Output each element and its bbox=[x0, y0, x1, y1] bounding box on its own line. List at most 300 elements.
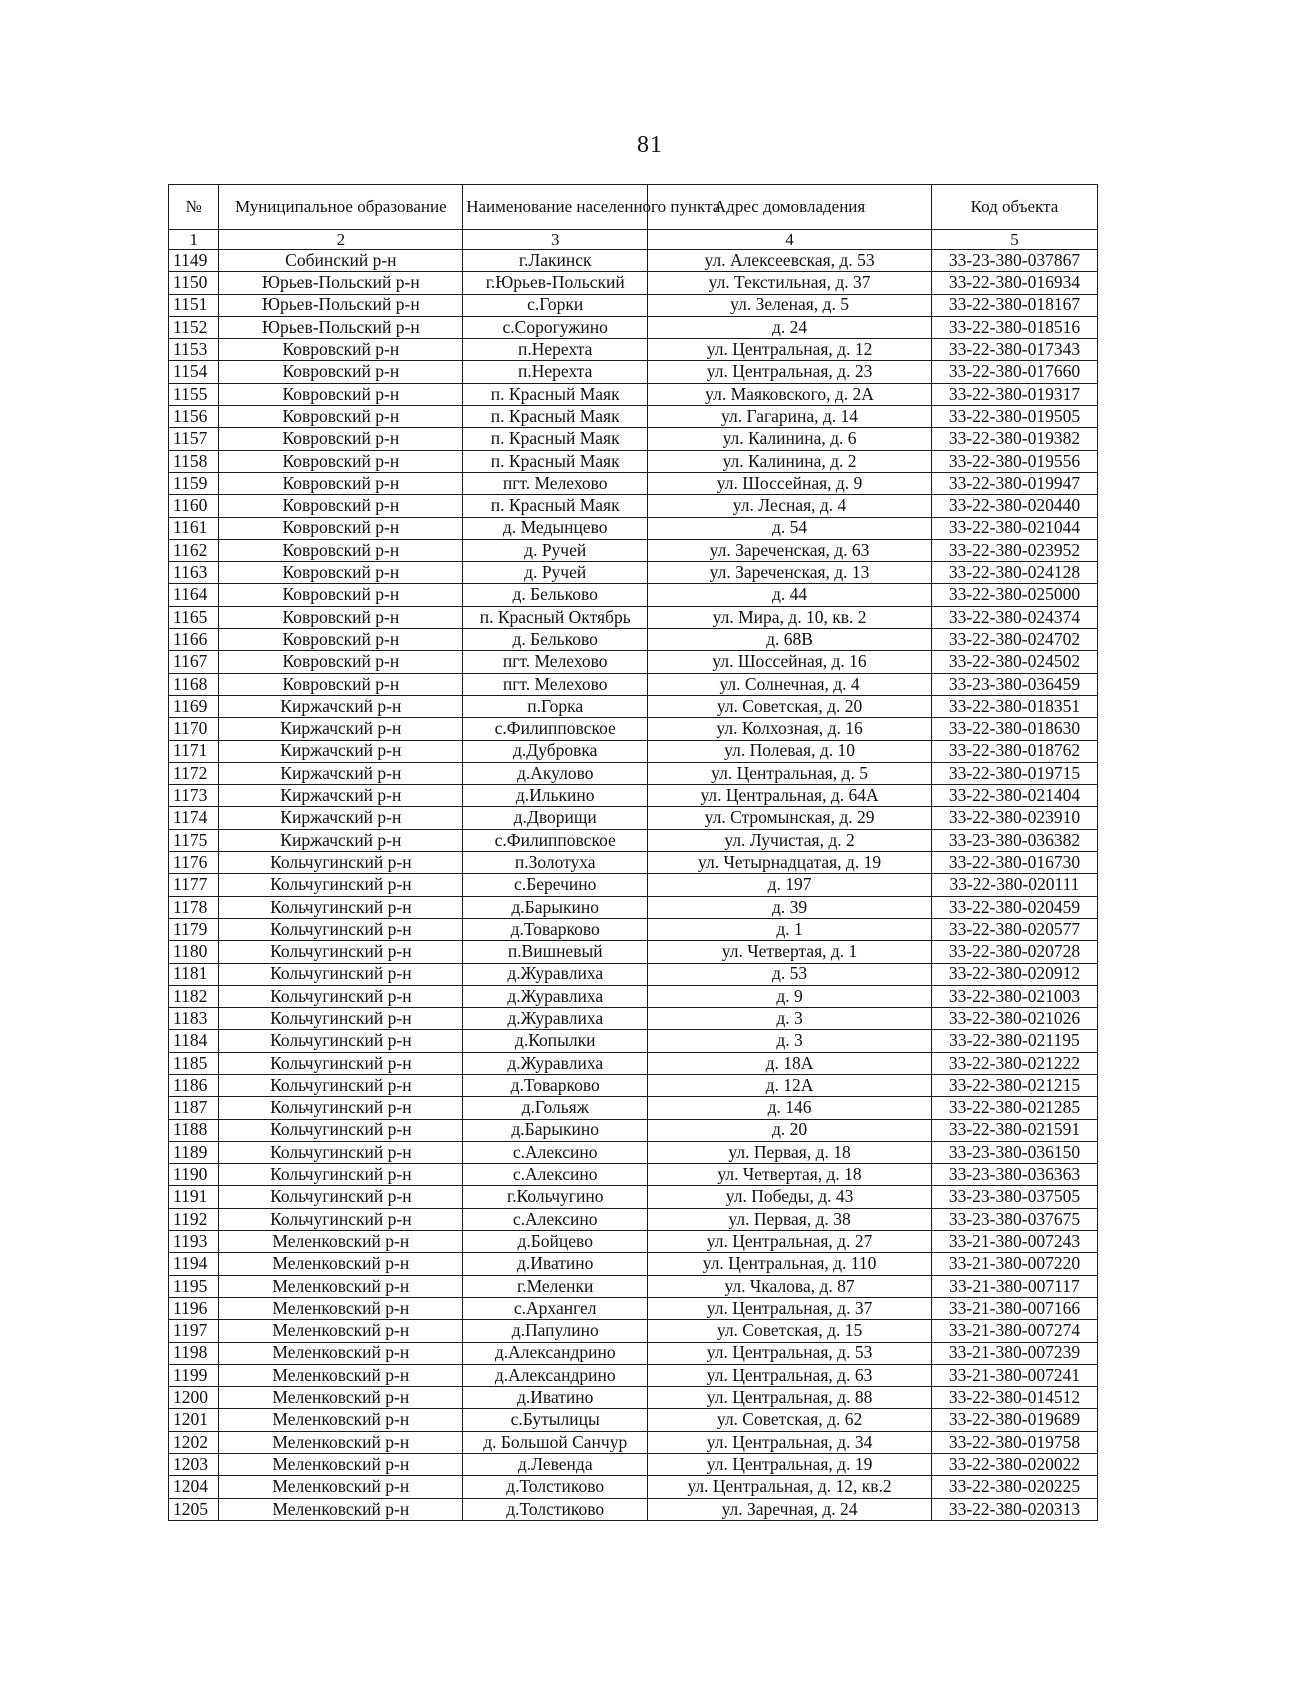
household-registry-table bbox=[168, 184, 1098, 1521]
object-code-cell: 33-23-380-037675 bbox=[931, 1208, 1097, 1230]
municipality-cell: Меленковский р-н bbox=[219, 1498, 463, 1520]
settlement-cell: г.Лакинск bbox=[463, 250, 648, 272]
municipality-cell: Меленковский р-н bbox=[219, 1454, 463, 1476]
object-code-cell: 33-22-380-020728 bbox=[931, 941, 1097, 963]
table-row bbox=[169, 1275, 1098, 1297]
table-row bbox=[169, 539, 1098, 561]
settlement-cell: д. Ручей bbox=[463, 539, 648, 561]
settlement-cell: п.Золотуха bbox=[463, 852, 648, 874]
settlement-cell: д.Товарково bbox=[463, 918, 648, 940]
page-number: 81 bbox=[637, 132, 663, 158]
settlement-cell: д. Медынцево bbox=[463, 517, 648, 539]
address-cell: ул. Шоссейная, д. 9 bbox=[648, 472, 932, 494]
row-number: 1189 bbox=[169, 1141, 219, 1163]
municipality-cell: Киржачский р-н bbox=[219, 718, 463, 740]
municipality-cell: Ковровский р-н bbox=[219, 361, 463, 383]
municipality-cell: Ковровский р-н bbox=[219, 339, 463, 361]
table-row bbox=[169, 472, 1098, 494]
object-code-cell: 33-22-380-020313 bbox=[931, 1498, 1097, 1520]
object-code-cell: 33-22-380-023910 bbox=[931, 807, 1097, 829]
object-code-cell: 33-22-380-020022 bbox=[931, 1454, 1097, 1476]
address-cell: ул. Центральная, д. 110 bbox=[648, 1253, 932, 1275]
municipality-cell: Кольчугинский р-н bbox=[219, 1119, 463, 1141]
row-number: 1184 bbox=[169, 1030, 219, 1052]
header-object-code: Код объекта bbox=[931, 185, 1097, 230]
table-row bbox=[169, 651, 1098, 673]
table-row bbox=[169, 584, 1098, 606]
settlement-cell: д.Левенда bbox=[463, 1454, 648, 1476]
table-row bbox=[169, 785, 1098, 807]
address-cell: ул. Центральная, д. 12 bbox=[648, 339, 932, 361]
row-number: 1154 bbox=[169, 361, 219, 383]
settlement-cell: д.Иватино bbox=[463, 1387, 648, 1409]
object-code-cell: 33-22-380-020440 bbox=[931, 495, 1097, 517]
address-cell: д. 20 bbox=[648, 1119, 932, 1141]
object-code-cell: 33-23-380-037505 bbox=[931, 1186, 1097, 1208]
table-row bbox=[169, 562, 1098, 584]
object-code-cell: 33-22-380-021026 bbox=[931, 1008, 1097, 1030]
municipality-cell: Ковровский р-н bbox=[219, 472, 463, 494]
address-cell: ул. Алексеевская, д. 53 bbox=[648, 250, 932, 272]
row-number: 1170 bbox=[169, 718, 219, 740]
settlement-cell: д.Барыкино bbox=[463, 896, 648, 918]
settlement-cell: с.Алексино bbox=[463, 1141, 648, 1163]
settlement-cell: пгт. Мелехово bbox=[463, 651, 648, 673]
municipality-cell: Ковровский р-н bbox=[219, 584, 463, 606]
row-number: 1156 bbox=[169, 406, 219, 428]
settlement-cell: п. Красный Октябрь bbox=[463, 606, 648, 628]
table-row bbox=[169, 673, 1098, 695]
row-number: 1200 bbox=[169, 1387, 219, 1409]
table-row bbox=[169, 1431, 1098, 1453]
address-cell: д. 12А bbox=[648, 1074, 932, 1096]
column-number-row bbox=[169, 230, 1098, 250]
settlement-cell: д.Копылки bbox=[463, 1030, 648, 1052]
object-code-cell: 33-22-380-021285 bbox=[931, 1097, 1097, 1119]
address-cell: д. 18А bbox=[648, 1052, 932, 1074]
address-cell: д. 44 bbox=[648, 584, 932, 606]
municipality-cell: Кольчугинский р-н bbox=[219, 1097, 463, 1119]
object-code-cell: 33-22-380-019758 bbox=[931, 1431, 1097, 1453]
municipality-cell: Киржачский р-н bbox=[219, 762, 463, 784]
municipality-cell: Собинский р-н bbox=[219, 250, 463, 272]
settlement-cell: п.Вишневый bbox=[463, 941, 648, 963]
municipality-cell: Кольчугинский р-н bbox=[219, 1164, 463, 1186]
object-code-cell: 33-21-380-007166 bbox=[931, 1297, 1097, 1319]
settlement-cell: д.Журавлиха bbox=[463, 1052, 648, 1074]
settlement-cell: д.Дубровка bbox=[463, 740, 648, 762]
table-row bbox=[169, 606, 1098, 628]
object-code-cell: 33-22-380-019505 bbox=[931, 406, 1097, 428]
row-number: 1176 bbox=[169, 852, 219, 874]
settlement-cell: д. Бельково bbox=[463, 629, 648, 651]
table-row bbox=[169, 629, 1098, 651]
object-code-cell: 33-21-380-007220 bbox=[931, 1253, 1097, 1275]
address-cell: д. 3 bbox=[648, 1030, 932, 1052]
settlement-cell: д.Бойцево bbox=[463, 1231, 648, 1253]
settlement-cell: д.Журавлиха bbox=[463, 963, 648, 985]
row-number: 1152 bbox=[169, 316, 219, 338]
table-row bbox=[169, 874, 1098, 896]
row-number: 1190 bbox=[169, 1164, 219, 1186]
object-code-cell: 33-21-380-007117 bbox=[931, 1275, 1097, 1297]
table-row bbox=[169, 1498, 1098, 1520]
settlement-cell: с.Алексино bbox=[463, 1208, 648, 1230]
table-row bbox=[169, 695, 1098, 717]
address-cell: д. 3 bbox=[648, 1008, 932, 1030]
row-number: 1185 bbox=[169, 1052, 219, 1074]
address-cell: ул. Советская, д. 15 bbox=[648, 1320, 932, 1342]
address-cell: ул. Колхозная, д. 16 bbox=[648, 718, 932, 740]
settlement-cell: п.Нерехта bbox=[463, 339, 648, 361]
object-code-cell: 33-22-380-024502 bbox=[931, 651, 1097, 673]
address-cell: ул. Центральная, д. 19 bbox=[648, 1454, 932, 1476]
settlement-cell: д.Александрино bbox=[463, 1364, 648, 1386]
row-number: 1178 bbox=[169, 896, 219, 918]
table-row bbox=[169, 272, 1098, 294]
address-cell: ул. Победы, д. 43 bbox=[648, 1186, 932, 1208]
municipality-cell: Меленковский р-н bbox=[219, 1231, 463, 1253]
row-number: 1205 bbox=[169, 1498, 219, 1520]
object-code-cell: 33-22-380-020111 bbox=[931, 874, 1097, 896]
address-cell: ул. Зеленая, д. 5 bbox=[648, 294, 932, 316]
municipality-cell: Кольчугинский р-н bbox=[219, 1074, 463, 1096]
municipality-cell: Ковровский р-н bbox=[219, 539, 463, 561]
municipality-cell: Киржачский р-н bbox=[219, 785, 463, 807]
settlement-cell: д.Барыкино bbox=[463, 1119, 648, 1141]
municipality-cell: Ковровский р-н bbox=[219, 562, 463, 584]
object-code-cell: 33-22-380-019947 bbox=[931, 472, 1097, 494]
address-cell: ул. Заречная, д. 24 bbox=[648, 1498, 932, 1520]
municipality-cell: Кольчугинский р-н bbox=[219, 1141, 463, 1163]
object-code-cell: 33-22-380-021003 bbox=[931, 985, 1097, 1007]
municipality-cell: Ковровский р-н bbox=[219, 517, 463, 539]
municipality-cell: Кольчугинский р-н bbox=[219, 941, 463, 963]
object-code-cell: 33-22-380-019715 bbox=[931, 762, 1097, 784]
address-cell: д. 146 bbox=[648, 1097, 932, 1119]
table-row bbox=[169, 1476, 1098, 1498]
table-row bbox=[169, 1164, 1098, 1186]
table-row bbox=[169, 941, 1098, 963]
address-cell: д. 9 bbox=[648, 985, 932, 1007]
object-code-cell: 33-22-380-021195 bbox=[931, 1030, 1097, 1052]
settlement-cell: п. Красный Маяк bbox=[463, 495, 648, 517]
municipality-cell: Кольчугинский р-н bbox=[219, 1208, 463, 1230]
header-settlement: Наименование населенного пункта bbox=[463, 185, 648, 230]
address-cell: ул. Гагарина, д. 14 bbox=[648, 406, 932, 428]
municipality-cell: Кольчугинский р-н bbox=[219, 918, 463, 940]
address-cell: ул. Центральная, д. 34 bbox=[648, 1431, 932, 1453]
row-number: 1155 bbox=[169, 383, 219, 405]
row-number: 1166 bbox=[169, 629, 219, 651]
municipality-cell: Ковровский р-н bbox=[219, 450, 463, 472]
row-number: 1191 bbox=[169, 1186, 219, 1208]
address-cell: ул. Мира, д. 10, кв. 2 bbox=[648, 606, 932, 628]
municipality-cell: Меленковский р-н bbox=[219, 1342, 463, 1364]
settlement-cell: г.Кольчугино bbox=[463, 1186, 648, 1208]
municipality-cell: Кольчугинский р-н bbox=[219, 985, 463, 1007]
municipality-cell: Кольчугинский р-н bbox=[219, 963, 463, 985]
municipality-cell: Ковровский р-н bbox=[219, 428, 463, 450]
settlement-cell: д.Акулово bbox=[463, 762, 648, 784]
settlement-cell: д.Толстиково bbox=[463, 1476, 648, 1498]
table-body bbox=[169, 250, 1098, 1521]
address-cell: ул. Центральная, д. 63 bbox=[648, 1364, 932, 1386]
settlement-cell: д.Папулино bbox=[463, 1320, 648, 1342]
table-row bbox=[169, 361, 1098, 383]
settlement-cell: пгт. Мелехово bbox=[463, 472, 648, 494]
settlement-cell: г.Юрьев-Польский bbox=[463, 272, 648, 294]
address-cell: д. 39 bbox=[648, 896, 932, 918]
row-number: 1165 bbox=[169, 606, 219, 628]
table-row bbox=[169, 1141, 1098, 1163]
table-row bbox=[169, 829, 1098, 851]
row-number: 1161 bbox=[169, 517, 219, 539]
object-code-cell: 33-22-380-018351 bbox=[931, 695, 1097, 717]
table-row bbox=[169, 1097, 1098, 1119]
object-code-cell: 33-21-380-007243 bbox=[931, 1231, 1097, 1253]
settlement-cell: д.Журавлиха bbox=[463, 985, 648, 1007]
header-address: Адрес домовладения bbox=[648, 185, 932, 230]
row-number: 1175 bbox=[169, 829, 219, 851]
municipality-cell: Юрьев-Польский р-н bbox=[219, 294, 463, 316]
municipality-cell: Кольчугинский р-н bbox=[219, 874, 463, 896]
municipality-cell: Кольчугинский р-н bbox=[219, 852, 463, 874]
object-code-cell: 33-22-380-014512 bbox=[931, 1387, 1097, 1409]
settlement-cell: с.Архангел bbox=[463, 1297, 648, 1319]
object-code-cell: 33-22-380-016934 bbox=[931, 272, 1097, 294]
address-cell: ул. Солнечная, д. 4 bbox=[648, 673, 932, 695]
object-code-cell: 33-23-380-036459 bbox=[931, 673, 1097, 695]
table-row bbox=[169, 450, 1098, 472]
table-row bbox=[169, 1008, 1098, 1030]
municipality-cell: Киржачский р-н bbox=[219, 740, 463, 762]
address-cell: ул. Лесная, д. 4 bbox=[648, 495, 932, 517]
settlement-cell: п.Нерехта bbox=[463, 361, 648, 383]
address-cell: ул. Стромынская, д. 29 bbox=[648, 807, 932, 829]
municipality-cell: Ковровский р-н bbox=[219, 406, 463, 428]
row-number: 1164 bbox=[169, 584, 219, 606]
municipality-cell: Ковровский р-н bbox=[219, 606, 463, 628]
settlement-cell: с.Горки bbox=[463, 294, 648, 316]
municipality-cell: Меленковский р-н bbox=[219, 1253, 463, 1275]
object-code-cell: 33-22-380-018516 bbox=[931, 316, 1097, 338]
row-number: 1160 bbox=[169, 495, 219, 517]
municipality-cell: Кольчугинский р-н bbox=[219, 1008, 463, 1030]
table-row bbox=[169, 852, 1098, 874]
row-number: 1194 bbox=[169, 1253, 219, 1275]
municipality-cell: Ковровский р-н bbox=[219, 673, 463, 695]
municipality-cell: Ковровский р-н bbox=[219, 651, 463, 673]
table-row bbox=[169, 1030, 1098, 1052]
table-row bbox=[169, 406, 1098, 428]
settlement-cell: д.Товарково bbox=[463, 1074, 648, 1096]
row-number: 1188 bbox=[169, 1119, 219, 1141]
municipality-cell: Киржачский р-н bbox=[219, 695, 463, 717]
row-number: 1159 bbox=[169, 472, 219, 494]
settlement-cell: с.Алексино bbox=[463, 1164, 648, 1186]
settlement-cell: с.Бутылицы bbox=[463, 1409, 648, 1431]
object-code-cell: 33-21-380-007274 bbox=[931, 1320, 1097, 1342]
address-cell: ул. Полевая, д. 10 bbox=[648, 740, 932, 762]
row-number: 1186 bbox=[169, 1074, 219, 1096]
row-number: 1198 bbox=[169, 1342, 219, 1364]
municipality-cell: Меленковский р-н bbox=[219, 1297, 463, 1319]
address-cell: ул. Центральная, д. 37 bbox=[648, 1297, 932, 1319]
row-number: 1197 bbox=[169, 1320, 219, 1342]
address-cell: ул. Первая, д. 38 bbox=[648, 1208, 932, 1230]
address-cell: ул. Центральная, д. 27 bbox=[648, 1231, 932, 1253]
column-number: 2 bbox=[219, 230, 463, 250]
table-row bbox=[169, 1231, 1098, 1253]
object-code-cell: 33-22-380-021591 bbox=[931, 1119, 1097, 1141]
settlement-cell: д.Толстиково bbox=[463, 1498, 648, 1520]
object-code-cell: 33-22-380-018167 bbox=[931, 294, 1097, 316]
object-code-cell: 33-21-380-007241 bbox=[931, 1364, 1097, 1386]
object-code-cell: 33-22-380-021222 bbox=[931, 1052, 1097, 1074]
object-code-cell: 33-22-380-019556 bbox=[931, 450, 1097, 472]
table-row bbox=[169, 1409, 1098, 1431]
table-row bbox=[169, 383, 1098, 405]
row-number: 1151 bbox=[169, 294, 219, 316]
municipality-cell: Кольчугинский р-н bbox=[219, 1052, 463, 1074]
object-code-cell: 33-22-380-023952 bbox=[931, 539, 1097, 561]
object-code-cell: 33-22-380-017343 bbox=[931, 339, 1097, 361]
table-row bbox=[169, 1320, 1098, 1342]
table-row bbox=[169, 762, 1098, 784]
settlement-cell: д. Ручей bbox=[463, 562, 648, 584]
address-cell: д. 68В bbox=[648, 629, 932, 651]
row-number: 1192 bbox=[169, 1208, 219, 1230]
table-row bbox=[169, 1074, 1098, 1096]
object-code-cell: 33-22-380-024702 bbox=[931, 629, 1097, 651]
row-number: 1157 bbox=[169, 428, 219, 450]
address-cell: ул. Центральная, д. 64А bbox=[648, 785, 932, 807]
municipality-cell: Юрьев-Польский р-н bbox=[219, 316, 463, 338]
object-code-cell: 33-22-380-019689 bbox=[931, 1409, 1097, 1431]
table-header-row bbox=[169, 185, 1098, 230]
address-cell: ул. Лучистая, д. 2 bbox=[648, 829, 932, 851]
address-cell: ул. Советская, д. 62 bbox=[648, 1409, 932, 1431]
table-row bbox=[169, 1119, 1098, 1141]
municipality-cell: Киржачский р-н bbox=[219, 829, 463, 851]
address-cell: д. 24 bbox=[648, 316, 932, 338]
table-row bbox=[169, 294, 1098, 316]
object-code-cell: 33-22-380-021215 bbox=[931, 1074, 1097, 1096]
address-cell: д. 1 bbox=[648, 918, 932, 940]
municipality-cell: Ковровский р-н bbox=[219, 629, 463, 651]
settlement-cell: п. Красный Маяк bbox=[463, 428, 648, 450]
address-cell: ул. Зареченская, д. 13 bbox=[648, 562, 932, 584]
object-code-cell: 33-22-380-021044 bbox=[931, 517, 1097, 539]
municipality-cell: Кольчугинский р-н bbox=[219, 1186, 463, 1208]
header-number: № bbox=[169, 185, 219, 230]
table-row bbox=[169, 1208, 1098, 1230]
address-cell: ул. Центральная, д. 5 bbox=[648, 762, 932, 784]
address-cell: ул. Первая, д. 18 bbox=[648, 1141, 932, 1163]
table-row bbox=[169, 1387, 1098, 1409]
column-number: 5 bbox=[931, 230, 1097, 250]
object-code-cell: 33-22-380-025000 bbox=[931, 584, 1097, 606]
settlement-cell: с.Филипповское bbox=[463, 829, 648, 851]
address-cell: д. 53 bbox=[648, 963, 932, 985]
address-cell: ул. Шоссейная, д. 16 bbox=[648, 651, 932, 673]
address-cell: ул. Центральная, д. 12, кв.2 bbox=[648, 1476, 932, 1498]
row-number: 1202 bbox=[169, 1431, 219, 1453]
object-code-cell: 33-22-380-016730 bbox=[931, 852, 1097, 874]
table-row bbox=[169, 1052, 1098, 1074]
table-row bbox=[169, 1342, 1098, 1364]
settlement-cell: п. Красный Маяк bbox=[463, 406, 648, 428]
header-municipality: Муниципальное образование bbox=[219, 185, 463, 230]
address-cell: ул. Чкалова, д. 87 bbox=[648, 1275, 932, 1297]
address-cell: ул. Центральная, д. 53 bbox=[648, 1342, 932, 1364]
municipality-cell: Меленковский р-н bbox=[219, 1431, 463, 1453]
settlement-cell: д. Большой Санчур bbox=[463, 1431, 648, 1453]
row-number: 1183 bbox=[169, 1008, 219, 1030]
object-code-cell: 33-22-380-020459 bbox=[931, 896, 1097, 918]
object-code-cell: 33-22-380-020225 bbox=[931, 1476, 1097, 1498]
column-number: 4 bbox=[648, 230, 932, 250]
settlement-cell: с.Беречино bbox=[463, 874, 648, 896]
table-row bbox=[169, 1186, 1098, 1208]
row-number: 1182 bbox=[169, 985, 219, 1007]
settlement-cell: д. Бельково bbox=[463, 584, 648, 606]
object-code-cell: 33-23-380-036382 bbox=[931, 829, 1097, 851]
row-number: 1180 bbox=[169, 941, 219, 963]
object-code-cell: 33-22-380-021404 bbox=[931, 785, 1097, 807]
row-number: 1168 bbox=[169, 673, 219, 695]
object-code-cell: 33-22-380-019382 bbox=[931, 428, 1097, 450]
row-number: 1179 bbox=[169, 918, 219, 940]
row-number: 1199 bbox=[169, 1364, 219, 1386]
municipality-cell: Меленковский р-н bbox=[219, 1320, 463, 1342]
settlement-cell: с.Филипповское bbox=[463, 718, 648, 740]
table-row bbox=[169, 495, 1098, 517]
column-number: 1 bbox=[169, 230, 219, 250]
row-number: 1169 bbox=[169, 695, 219, 717]
object-code-cell: 33-22-380-020577 bbox=[931, 918, 1097, 940]
row-number: 1187 bbox=[169, 1097, 219, 1119]
column-number: 3 bbox=[463, 230, 648, 250]
address-cell: ул. Маяковского, д. 2А bbox=[648, 383, 932, 405]
object-code-cell: 33-23-380-037867 bbox=[931, 250, 1097, 272]
settlement-cell: д.Иватино bbox=[463, 1253, 648, 1275]
municipality-cell: Киржачский р-н bbox=[219, 807, 463, 829]
settlement-cell: п.Горка bbox=[463, 695, 648, 717]
address-cell: ул. Советская, д. 20 bbox=[648, 695, 932, 717]
row-number: 1181 bbox=[169, 963, 219, 985]
table-row bbox=[169, 896, 1098, 918]
table-row bbox=[169, 963, 1098, 985]
municipality-cell: Ковровский р-н bbox=[219, 495, 463, 517]
address-cell: ул. Четвертая, д. 18 bbox=[648, 1164, 932, 1186]
table-row bbox=[169, 428, 1098, 450]
municipality-cell: Меленковский р-н bbox=[219, 1364, 463, 1386]
table-row bbox=[169, 517, 1098, 539]
table-row bbox=[169, 740, 1098, 762]
table-row bbox=[169, 1364, 1098, 1386]
object-code-cell: 33-22-380-024128 bbox=[931, 562, 1097, 584]
row-number: 1167 bbox=[169, 651, 219, 673]
address-cell: ул. Центральная, д. 23 bbox=[648, 361, 932, 383]
object-code-cell: 33-22-380-020912 bbox=[931, 963, 1097, 985]
row-number: 1201 bbox=[169, 1409, 219, 1431]
object-code-cell: 33-21-380-007239 bbox=[931, 1342, 1097, 1364]
row-number: 1193 bbox=[169, 1231, 219, 1253]
settlement-cell: д.Александрино bbox=[463, 1342, 648, 1364]
address-cell: ул. Калинина, д. 6 bbox=[648, 428, 932, 450]
